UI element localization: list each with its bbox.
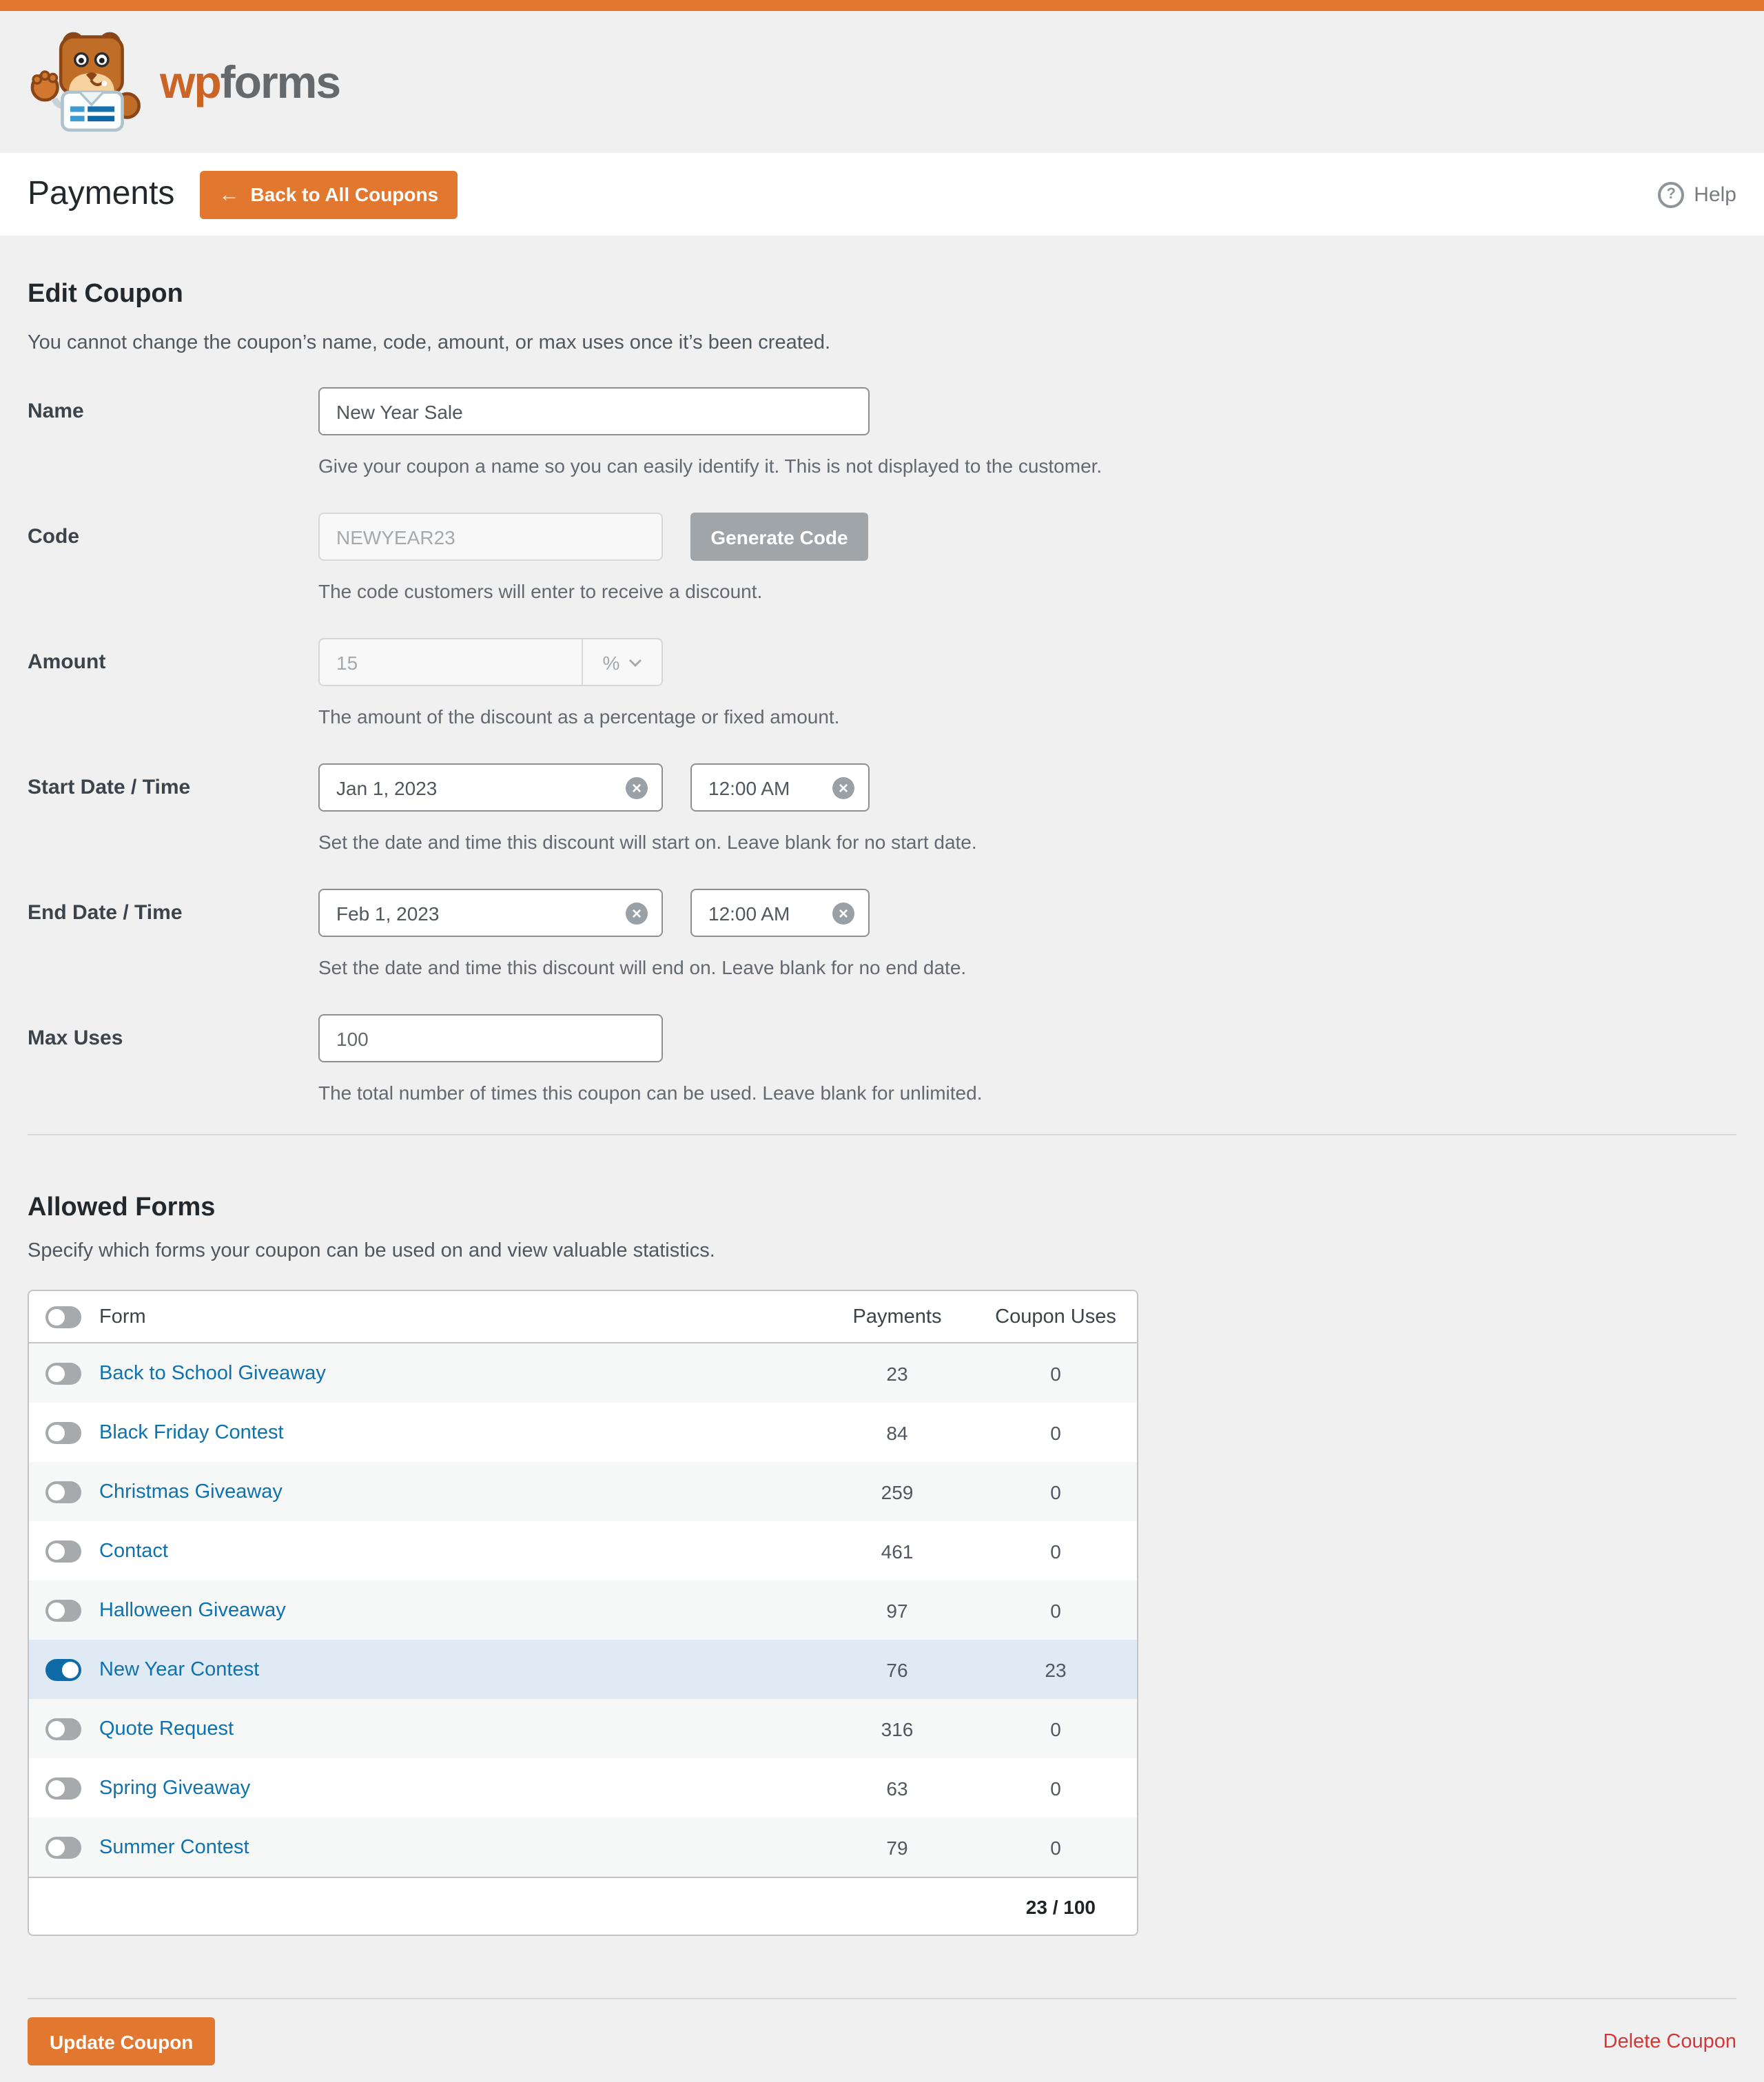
- start-date-value: Jan 1, 2023: [336, 776, 438, 798]
- table-header-row: [29, 1291, 1137, 1343]
- footer-actions: [28, 2017, 1736, 2065]
- toggle-knob: [48, 1483, 65, 1500]
- help-question-icon: ?: [1658, 181, 1684, 207]
- form-toggle[interactable]: [45, 1599, 81, 1621]
- brand-header: [0, 11, 1764, 153]
- end-datetime-helper-text: Set the date and time this discount will end on. Leave blank for no end date.: [318, 956, 967, 978]
- clear-end-time-icon[interactable]: ×: [832, 902, 854, 924]
- end-time-input[interactable]: [690, 889, 870, 937]
- end-date-value: Feb 1, 2023: [336, 902, 440, 924]
- start-date-input[interactable]: [318, 763, 663, 812]
- help-label: Help: [1694, 183, 1736, 206]
- form-toggle[interactable]: [45, 1540, 81, 1562]
- name-label: Name: [28, 400, 84, 423]
- allowed-forms-heading: Allowed Forms: [28, 1193, 216, 1222]
- top-accent-bar: [0, 0, 1764, 11]
- code-input: [318, 513, 663, 561]
- column-header-coupon-uses: Coupon Uses: [995, 1306, 1116, 1328]
- max-uses-input[interactable]: [318, 1014, 663, 1062]
- table-row: [29, 1462, 1137, 1521]
- table-footer-row: [29, 1877, 1137, 1935]
- amount-helper-text: The amount of the discount as a percentage or fixed amount.: [318, 705, 840, 728]
- form-coupon-uses-count: 0: [1050, 1421, 1061, 1443]
- form-toggle[interactable]: [45, 1658, 81, 1680]
- form-toggle[interactable]: [45, 1777, 81, 1799]
- coupon-form: [28, 387, 1736, 1106]
- toggle-knob: [48, 1424, 65, 1441]
- amount-row: [28, 638, 1736, 730]
- coupon-uses-total: 23 / 100: [1025, 1895, 1096, 1917]
- form-payments-count: 97: [886, 1599, 908, 1621]
- page-title: Payments: [28, 175, 175, 212]
- form-link[interactable]: Contact: [99, 1540, 168, 1562]
- form-coupon-uses-count: 0: [1050, 1481, 1061, 1503]
- max-uses-label: Max Uses: [28, 1027, 123, 1050]
- form-link[interactable]: Spring Giveaway: [99, 1777, 251, 1799]
- name-helper-text: Give your coupon a name so you can easily identify it. This is not displayed to the customer.: [318, 455, 1102, 477]
- table-row: [29, 1403, 1137, 1462]
- table-row: [29, 1580, 1137, 1640]
- form-payments-count: 259: [881, 1481, 914, 1503]
- form-toggle[interactable]: [45, 1718, 81, 1740]
- clear-start-date-icon[interactable]: ×: [626, 776, 648, 798]
- form-toggle[interactable]: [45, 1362, 81, 1384]
- toggle-knob: [48, 1543, 65, 1559]
- help-link[interactable]: [1658, 181, 1736, 207]
- toggle-knob: [62, 1661, 79, 1678]
- wordmark-wp: wp: [160, 56, 220, 107]
- form-coupon-uses-count: 23: [1045, 1658, 1067, 1680]
- form-payments-count: 23: [886, 1362, 908, 1384]
- form-coupon-uses-count: 0: [1050, 1599, 1061, 1621]
- wpforms-bear-logo: [28, 30, 146, 134]
- form-toggle[interactable]: [45, 1481, 81, 1503]
- form-coupon-uses-count: 0: [1050, 1777, 1061, 1799]
- form-payments-count: 79: [886, 1836, 908, 1858]
- form-payments-count: 63: [886, 1777, 908, 1799]
- form-coupon-uses-count: 0: [1050, 1362, 1061, 1384]
- start-time-value: 12:00 AM: [708, 776, 790, 798]
- form-coupon-uses-count: 0: [1050, 1836, 1061, 1858]
- form-coupon-uses-count: 0: [1050, 1540, 1061, 1562]
- form-link[interactable]: Christmas Giveaway: [99, 1481, 283, 1503]
- arrow-left-icon: ←: [218, 183, 240, 206]
- name-input[interactable]: [318, 387, 870, 435]
- form-toggle[interactable]: [45, 1421, 81, 1443]
- form-toggle[interactable]: [45, 1836, 81, 1858]
- end-datetime-row: [28, 889, 1736, 981]
- toggle-knob: [48, 1780, 65, 1796]
- table-row: [29, 1640, 1137, 1699]
- table-row: [29, 1343, 1137, 1403]
- generate-code-button[interactable]: Generate Code: [690, 513, 868, 561]
- table-body: [29, 1343, 1137, 1877]
- footer-divider: [28, 1998, 1736, 1999]
- toggle-knob: [48, 1602, 65, 1618]
- allowed-forms-description: Specify which forms your coupon can be used on and view valuable statistics.: [28, 1240, 715, 1262]
- column-header-form: Form: [99, 1306, 146, 1328]
- toggle-knob: [48, 1839, 65, 1855]
- amount-unit-select: [582, 639, 662, 685]
- amount-label: Amount: [28, 650, 106, 674]
- toggle-knob: [48, 1365, 65, 1381]
- table-row: [29, 1699, 1137, 1758]
- name-row: [28, 387, 1736, 480]
- allowed-forms-table: [28, 1290, 1138, 1936]
- toggle-knob: [48, 1308, 65, 1325]
- toggle-all-forms[interactable]: [45, 1306, 81, 1328]
- chevron-down-icon: [628, 658, 642, 666]
- column-header-payments: Payments: [852, 1306, 942, 1328]
- table-row: [29, 1758, 1137, 1817]
- edit-coupon-intro: You cannot change the coupon’s name, code, amount, or max uses once it’s been created.: [28, 332, 831, 354]
- form-link[interactable]: Halloween Giveaway: [99, 1599, 286, 1621]
- end-datetime-label: End Date / Time: [28, 901, 183, 925]
- wordmark-forms: forms: [220, 56, 340, 107]
- table-row: [29, 1521, 1137, 1580]
- max-uses-helper-text: The total number of times this coupon can be used. Leave blank for unlimited.: [318, 1082, 983, 1104]
- form-link[interactable]: Quote Request: [99, 1718, 234, 1740]
- code-helper-text: The code customers will enter to receive a discount.: [318, 580, 763, 602]
- form-coupon-uses-count: 0: [1050, 1718, 1061, 1740]
- form-payments-count: 84: [886, 1421, 908, 1443]
- code-row: [28, 513, 1736, 605]
- start-datetime-row: [28, 763, 1736, 856]
- edit-coupon-heading: Edit Coupon: [28, 280, 183, 309]
- form-link[interactable]: Black Friday Contest: [99, 1421, 284, 1443]
- start-time-input[interactable]: [690, 763, 870, 812]
- wpforms-wordmark: [160, 56, 340, 107]
- form-payments-count: 461: [881, 1540, 914, 1562]
- end-time-value: 12:00 AM: [708, 902, 790, 924]
- start-datetime-helper-text: Set the date and time this discount will start on. Leave blank for no start date.: [318, 831, 977, 853]
- delete-coupon-link[interactable]: Delete Coupon: [1603, 2030, 1736, 2052]
- toggle-knob: [48, 1720, 65, 1737]
- clear-end-date-icon[interactable]: ×: [626, 902, 648, 924]
- form-link[interactable]: Back to School Giveaway: [99, 1362, 326, 1384]
- form-link[interactable]: Summer Contest: [99, 1836, 249, 1858]
- table-row: [29, 1817, 1137, 1877]
- update-coupon-button[interactable]: Update Coupon: [28, 2017, 215, 2065]
- form-payments-count: 76: [886, 1658, 908, 1680]
- end-date-input[interactable]: [318, 889, 663, 937]
- form-link[interactable]: New Year Contest: [99, 1658, 260, 1680]
- back-to-all-coupons-button[interactable]: [199, 170, 458, 218]
- back-button-label: Back to All Coupons: [250, 183, 439, 205]
- form-payments-count: 316: [881, 1718, 914, 1740]
- max-uses-row: [28, 1014, 1736, 1106]
- clear-start-time-icon[interactable]: ×: [832, 776, 854, 798]
- start-datetime-label: Start Date / Time: [28, 776, 191, 799]
- main-content: [0, 236, 1764, 2082]
- amount-unit-value: %: [602, 651, 620, 673]
- amount-input-group: [318, 638, 663, 686]
- page-bar: [0, 153, 1764, 236]
- code-label: Code: [28, 525, 79, 548]
- amount-input: [320, 639, 582, 685]
- section-divider: [28, 1134, 1736, 1135]
